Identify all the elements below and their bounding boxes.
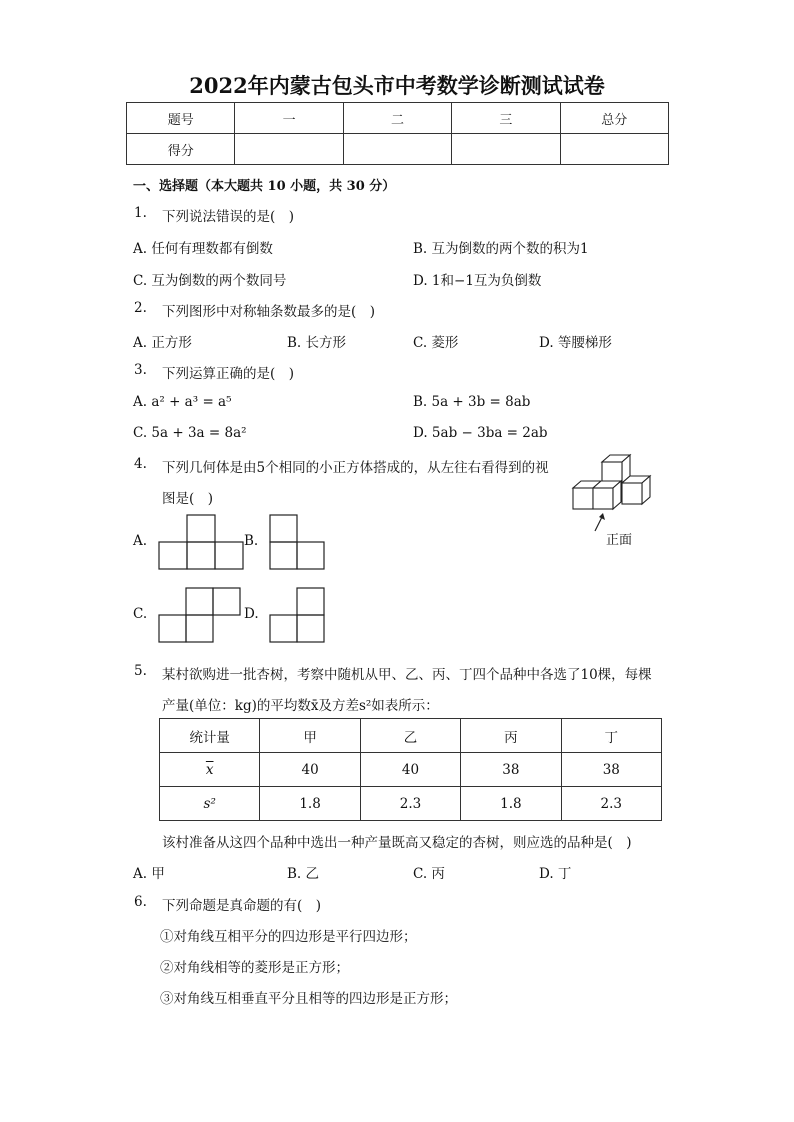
question-number: 4. (134, 456, 147, 472)
stats-header-cell: 甲 (260, 719, 360, 753)
mean-symbol: $\overline{x}$ (205, 761, 214, 778)
question-stem: 某村欲购进一批杏树，考察中随机从甲、乙、丙、丁四个品种中各选了10棵，每棵 (162, 667, 652, 683)
score-header-cell: 总分 (560, 103, 668, 134)
score-blank-cell (452, 134, 560, 165)
score-blank-cell (235, 134, 343, 165)
question-stem-cont: 图是( ) (162, 491, 214, 507)
option-c: C. 互为倒数的两个数同号 (133, 273, 287, 289)
option-b: B. 乙 (287, 866, 320, 882)
score-header-cell: 三 (452, 103, 560, 134)
option-d: D. 等腰梯形 (539, 335, 612, 351)
stats-cell: 38 (461, 753, 561, 787)
page-title: 2022年内蒙古包头市中考数学诊断测试试卷 (189, 73, 605, 98)
option-c-figure (159, 587, 243, 643)
question-stem: 下列运算正确的是( ) (162, 366, 295, 382)
question-number: 2. (134, 300, 147, 316)
stats-cell: 2.3 (360, 787, 460, 821)
score-blank-cell (560, 134, 668, 165)
stats-table (159, 718, 662, 821)
question-stem-cont: 产量(单位：kg)的平均数x̄及方差s²如表所示： (162, 698, 439, 714)
question-followup: 该村准备从这四个品种中选出一种产量既高又稳定的杏树，则应选的品种是( ) (162, 835, 632, 851)
option-c: C. 菱形 (413, 335, 459, 351)
option-a: A. 任何有理数都有倒数 (133, 241, 273, 257)
proposition-item: ①对角线互相平分的四边形是平行四边形； (160, 929, 417, 945)
option-c: C. 丙 (413, 866, 445, 882)
option-a: A. a² + a³ = a⁵ (133, 394, 232, 410)
question-stem: 下列命题是真命题的有( ) (162, 898, 322, 914)
option-b-figure (270, 514, 326, 570)
front-label: 正面 (606, 533, 633, 548)
stats-cell: 40 (360, 753, 460, 787)
proposition-item: ③对角线互相垂直平分且相等的四边形是正方形； (160, 991, 457, 1007)
score-header-cell: 题号 (127, 103, 235, 134)
stats-cell: 1.8 (461, 787, 561, 821)
stats-cell: 38 (561, 753, 661, 787)
variance-symbol: s² (203, 795, 216, 812)
option-d: D. 1和−1互为负倒数 (413, 273, 542, 289)
option-b: B. 5a + 3b = 8ab (413, 394, 531, 410)
option-c: C. 5a + 3a = 8a² (133, 425, 247, 441)
question-stem: 下列说法错误的是( ) (162, 209, 295, 225)
stats-header-cell: 丙 (461, 719, 561, 753)
option-c: C. (133, 606, 148, 622)
option-d: D. 5ab − 3ba = 2ab (413, 425, 548, 441)
stats-row-label (160, 787, 260, 821)
question-stem: 下列图形中对称轴条数最多的是( ) (162, 304, 376, 320)
question-number: 5. (134, 663, 147, 679)
score-blank-cell (343, 134, 451, 165)
stats-cell: 2.3 (561, 787, 661, 821)
option-a: A. (133, 533, 148, 549)
option-a: A. 正方形 (133, 335, 192, 351)
option-a: A. 甲 (133, 866, 165, 882)
option-d: D. 丁 (539, 866, 572, 882)
question-number: 3. (134, 362, 147, 378)
stats-cell: 40 (260, 753, 360, 787)
question-stem: 下列几何体是由5个相同的小正方体搭成的，从左往右看得到的视 (162, 460, 549, 476)
proposition-item: ②对角线相等的菱形是正方形； (160, 960, 349, 976)
score-row-label: 得分 (127, 134, 235, 165)
stats-row-label (160, 753, 260, 787)
section-heading: 一、选择题（本大题共 10 小题，共 30 分） (133, 179, 396, 194)
option-d: D. (244, 606, 259, 622)
stats-header-cell: 统计量 (160, 719, 260, 753)
question-number: 1. (134, 205, 147, 221)
stats-cell: 1.8 (260, 787, 360, 821)
option-d-figure (270, 587, 326, 643)
score-header-cell: 二 (343, 103, 451, 134)
stats-header-cell: 丁 (561, 719, 661, 753)
option-b: B. 长方形 (287, 335, 347, 351)
option-b: B. 互为倒数的两个数的积为1 (413, 241, 589, 257)
stats-header-cell: 乙 (360, 719, 460, 753)
question-number: 6. (134, 894, 147, 910)
score-table (126, 102, 669, 165)
option-b: B. (244, 533, 259, 549)
score-header-cell: 一 (235, 103, 343, 134)
option-a-figure (159, 514, 243, 570)
